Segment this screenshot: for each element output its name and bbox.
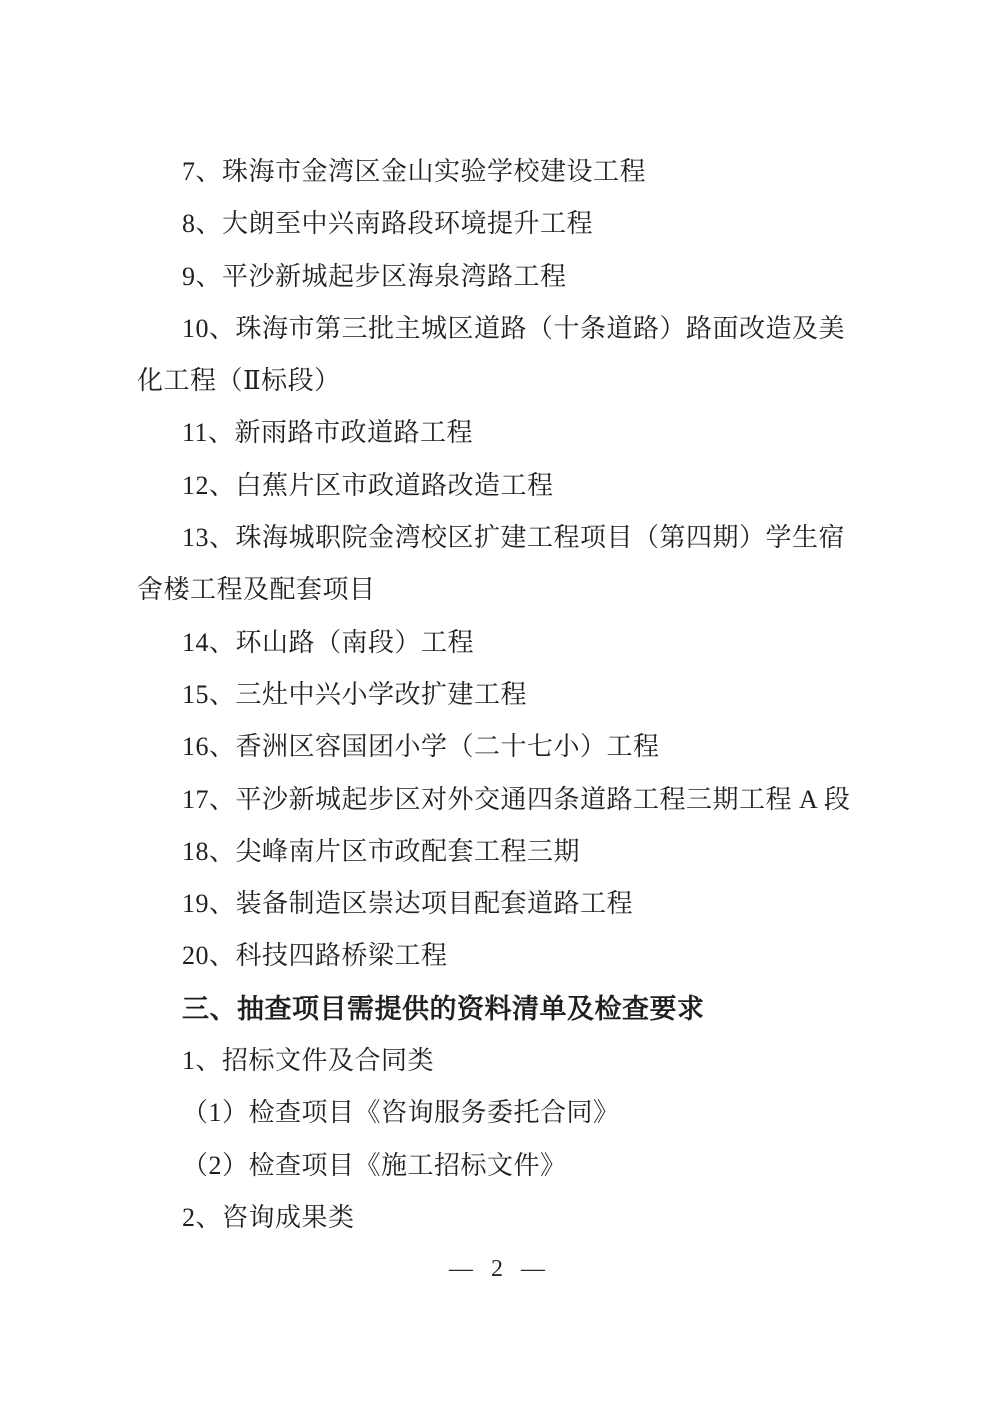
sub-list-item-1: 1、招标文件及合同类 [182,1046,435,1076]
project-list-item-9: 9、平沙新城起步区海泉湾路工程 [182,261,567,291]
project-list-item-11: 11、新雨路市政道路工程 [182,418,474,448]
project-list-item-16: 16、香洲区容国团小学（二十七小）工程 [182,732,660,762]
project-list-item-20: 20、科技四路桥梁工程 [182,941,448,971]
project-list-item-13-continuation: 舍楼工程及配套项目 [137,575,376,605]
project-list-item-19: 19、装备制造区崇达项目配套道路工程 [182,889,634,919]
project-list-item-7: 7、珠海市金湾区金山实验学校建设工程 [182,157,647,186]
project-list-item-18: 18、尖峰南片区市政配套工程三期 [182,836,581,866]
project-list-item-14: 14、环山路（南段）工程 [182,627,475,657]
sub-list-item-1-1: （1）检查项目《咨询服务委托合同》 [182,1098,620,1128]
document-body [137,146,867,1244]
project-list-item-10: 10、珠海市第三批主城区道路（十条道路）路面改造及美 [182,313,846,343]
sub-list-item-2: 2、咨询成果类 [182,1202,355,1232]
page-number: — 2 — [449,1256,551,1282]
project-list-item-8: 8、大朗至中兴南路段环境提升工程 [182,209,594,239]
project-list-item-15: 15、三灶中兴小学改扩建工程 [182,679,528,709]
project-list-item-12: 12、白蕉片区市政道路改造工程 [182,470,554,500]
project-list-item-13: 13、珠海城职院金湾校区扩建工程项目（第四期）学生宿 [182,523,846,553]
project-list-item-10-continuation: 化工程（Ⅱ标段） [137,366,341,396]
section-heading-3: 三、抽查项目需提供的资料清单及检查要求 [182,993,705,1024]
project-list-item-17: 17、平沙新城起步区对外交通四条道路工程三期工程 A 段 [182,784,851,814]
sub-list-item-1-2: （2）检查项目《施工招标文件》 [182,1150,567,1180]
